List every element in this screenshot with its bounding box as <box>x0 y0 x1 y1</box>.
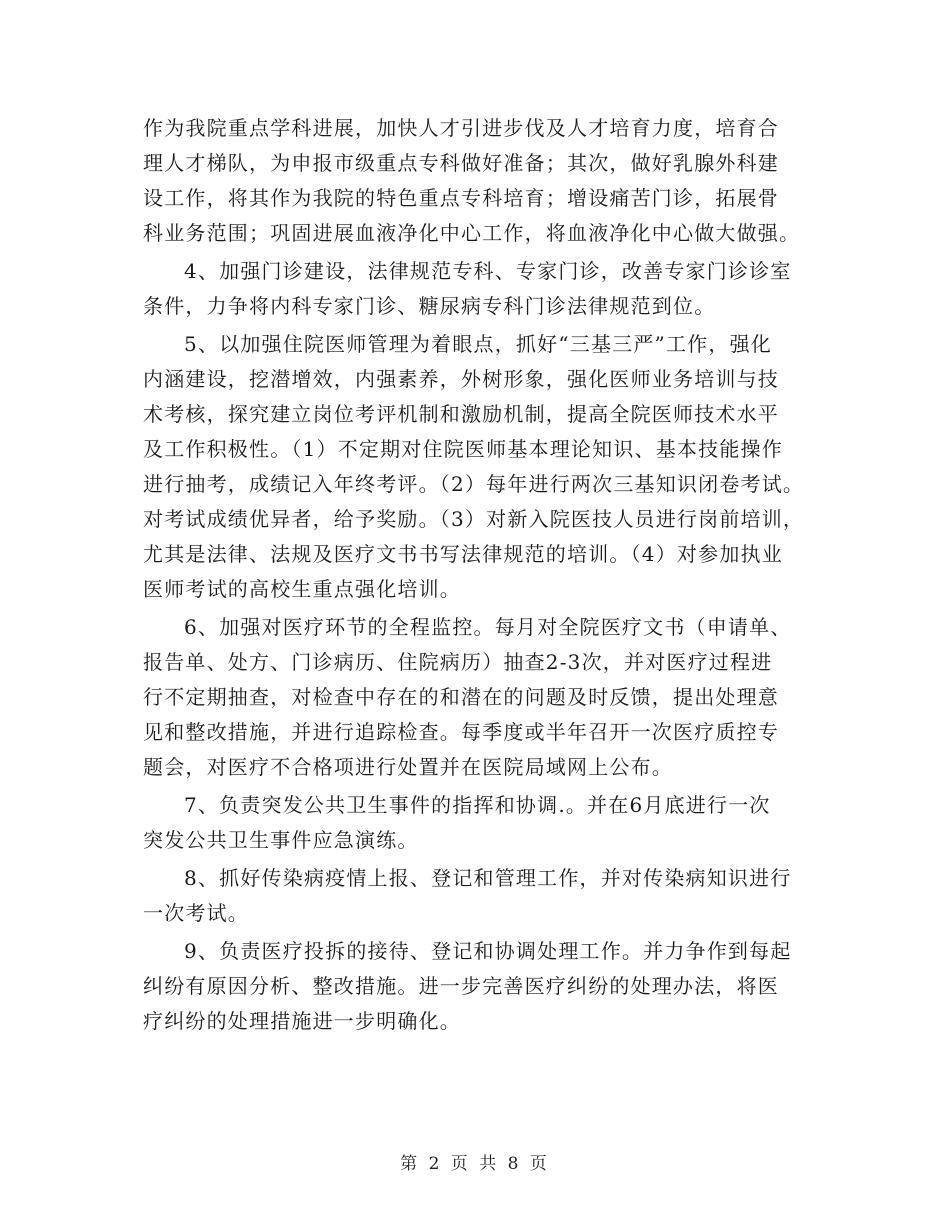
text-line-25: 纠纷有原因分析、整改措施。进一步完善医疗纠纷的处理办法，将医 <box>143 974 779 998</box>
text-line-23: 一次考试。 <box>143 901 249 925</box>
text-line-5: 4、加强门诊建设，法律规范专科、专家门诊，改善专家门诊诊室 <box>184 259 792 283</box>
text-line-24: 9、负责医疗投拆的接待、登记和协调处理工作。并力争作到每起 <box>184 939 792 963</box>
text-line-3: 设工作，将其作为我院的特色重点专科培育；增设痛苦门诊，拓展骨 <box>143 186 779 210</box>
text-line-11: 进行抽考，成绩记入年终考评。（2）每年进行两次三基知识闭卷考试。 <box>143 472 805 496</box>
text-line-6: 条件，力争将内科专家门诊、糖尿病专科门诊法律规范到位。 <box>143 294 716 318</box>
text-line-7: 5、以加强住院医师管理为着眼点，抓好“三基三严”工作，强化 <box>184 332 772 356</box>
text-line-2: 理人才梯队，为申报市级重点专科做好准备；其次，做好乳腺外科建 <box>143 151 779 175</box>
text-line-17: 行不定期抽查，对检查中存在的和潜在的问题及时反馈，提出处理意 <box>143 685 779 709</box>
text-line-22: 8、抓好传染病疫情上报、登记和管理工作，并对传染病知识进行 <box>184 866 792 890</box>
text-line-9: 术考核，探究建立岗位考评机制和激励机制，提高全院医师技术水平 <box>143 402 779 426</box>
text-line-16: 报告单、处方、门诊病历、住院病历）抽查2-3次，并对医疗过程进 <box>143 650 773 674</box>
text-line-15: 6、加强对医疗环节的全程监控。每月对全院医疗文书（申请单、 <box>184 615 792 639</box>
text-line-1: 作为我院重点学科进展，加快人才引进步伐及人才培育力度，培育合 <box>143 116 779 140</box>
page-footer: 第 2 页 共 8 页 <box>400 1154 550 1174</box>
text-line-13: 尤其是法律、法规及医疗文书书写法律规范的培训。（4）对参加执业 <box>143 542 783 566</box>
text-line-19: 题会，对医疗不合格项进行处置并在医院局域网上公布。 <box>143 755 673 779</box>
text-line-18: 见和整改措施，并进行追踪检查。每季度或半年召开一次医疗质控专 <box>143 720 779 744</box>
text-line-26: 疗纠纷的处理措施进一步明确化。 <box>143 1009 461 1033</box>
text-line-4: 科业务范围；巩固进展血液净化中心工作，将血液净化中心做大做强。 <box>143 221 801 245</box>
text-line-14: 医师考试的高校生重点强化培训。 <box>143 577 461 601</box>
text-line-12: 对考试成绩优异者，给予奖励。（3）对新入院医技人员进行岗前培训， <box>143 507 805 531</box>
text-line-10: 及工作积极性。（1）不定期对住院医师基本理论知识、基本技能操作 <box>143 437 783 461</box>
text-line-8: 内涵建设，挖潜增效，内强素养，外树形象，强化医师业务培训与技 <box>143 367 779 391</box>
text-line-21: 突发公共卫生事件应急演练。 <box>143 828 419 852</box>
text-line-20: 7、负责突发公共卫生事件的指挥和协调.。并在6月底进行一次 <box>184 793 771 817</box>
